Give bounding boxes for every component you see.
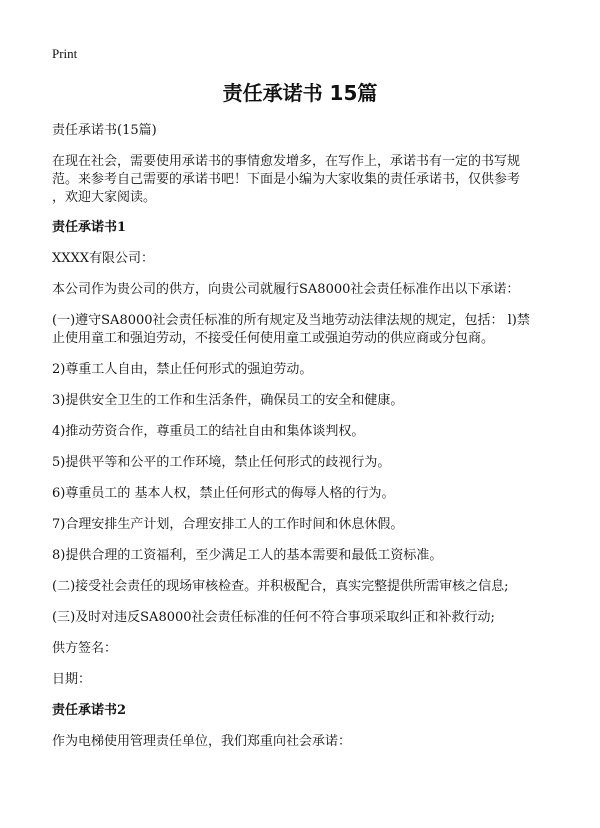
section-2-heading: 责任承诺书2 [52, 703, 127, 718]
item-5: 5)提供平等和公平的工作环境，禁止任何形式的歧视行为。 [52, 455, 391, 470]
item-a-line-1: (一)遵守SA8000社会责任标准的所有规定及当地劳动法律法规的规定，包括： l)禁 [52, 313, 530, 328]
addressee: XXXX有限公司： [52, 251, 155, 266]
item-c: (三)及时对违反SA8000社会责任标准的任何不符合事项采取纠正和补救行动; [52, 610, 495, 625]
item-a-line-2: 止使用童工和强迫劳动，不接受任何使用童工或强迫劳动的供应商或分包商。 [52, 331, 495, 346]
item-8: 8)提供合理的工资福利，至少满足工人的基本需要和最低工资标准。 [52, 548, 443, 563]
signature-label: 供方签名： [52, 641, 118, 656]
print-label: Print [52, 46, 78, 61]
date-label: 日期： [52, 672, 92, 687]
section-1-heading: 责任承诺书1 [52, 220, 127, 235]
item-3: 3)提供安全卫生的工作和生活条件，确保员工的安全和健康。 [52, 393, 404, 408]
document-subtitle: 责任承诺书(15篇) [52, 123, 157, 138]
item-b: (二)接受社会责任的现场审核检查。并积极配合，真实完整提供所需审核之信息; [52, 579, 509, 594]
commitment-statement: 本公司作为贵公司的供方，向贵公司就履行SA8000社会责任标准作出以下承诺： [52, 282, 520, 297]
intro-line-3: ，欢迎大家阅读。 [52, 190, 157, 205]
intro-line-1: 在现在社会，需要使用承诺书的事情愈发增多，在写作上，承诺书有一定的书写规 [52, 154, 521, 169]
section-2-line-1: 作为电梯使用管理责任单位，我们郑重向社会承诺： [52, 734, 352, 749]
document-title: 责任承诺书 15篇 [222, 81, 378, 105]
item-4: 4)推动劳资合作，尊重员工的结社自由和集体谈判权。 [52, 424, 365, 439]
intro-line-2: 范。来参考自己需要的承诺书吧！下面是小编为大家收集的责任承诺书，仅供参考 [52, 172, 521, 187]
item-2: 2)尊重工人自由，禁止任何形式的强迫劳动。 [52, 362, 313, 377]
item-6: 6)尊重员工的 基本人权，禁止任何形式的侮辱人格的行为。 [52, 486, 395, 501]
item-7: 7)合理安排生产计划，合理安排工人的工作时间和休息休假。 [52, 517, 404, 532]
